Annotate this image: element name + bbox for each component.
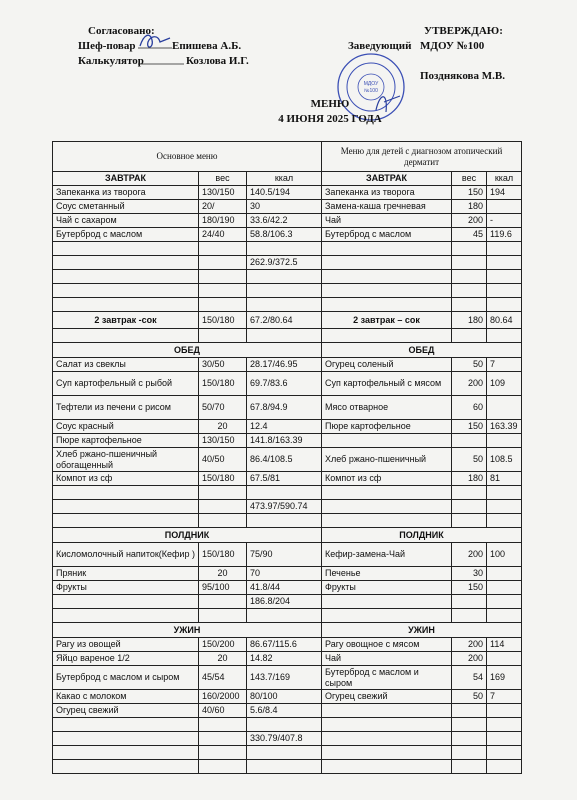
dish-kcal: 70 [247,567,322,581]
dish-name: Чай с сахаром [53,214,199,228]
dish-name: Фрукты [53,581,199,595]
dish-kcal [247,746,322,760]
dish-kcal [487,609,522,623]
dish-kcal [487,732,522,746]
dish-kcal [247,718,322,732]
table-row [53,270,522,284]
svg-text:№100: №100 [364,88,378,94]
dish-kcal: 330.79/407.8 [247,732,322,746]
dish-weight: 20 [199,420,247,434]
dish-name [53,298,199,312]
dish-weight [199,732,247,746]
dish-kcal: 194 [487,186,522,200]
dish-weight [199,486,247,500]
table-row [53,652,522,666]
table-row [53,718,522,732]
dish-weight [199,256,247,270]
dish-weight [452,434,487,448]
table-row [53,609,522,623]
dish-name [53,486,199,500]
dish-weight [452,270,487,284]
atopic-menu-title: Меню для детей с диагнозом атопический дерматит [322,142,522,172]
dish-weight [199,298,247,312]
dish-kcal: 30 [247,200,322,214]
table-row [53,595,522,609]
dish-weight: 40/60 [199,704,247,718]
dish-name [53,760,199,774]
table-row [53,472,522,486]
table-row [53,690,522,704]
dish-name [322,298,452,312]
dish-name: Фрукты [322,581,452,595]
dish-name: Огурец свежий [53,704,199,718]
dish-name [322,609,452,623]
section-heading: ОБЕД [53,343,322,358]
dish-weight [452,284,487,298]
dish-name: Огурец соленый [322,358,452,372]
calculator-signature [136,48,186,66]
dish-weight [452,704,487,718]
table-row [53,228,522,242]
dish-name [322,284,452,298]
dish-kcal: 140.5/194 [247,186,322,200]
calculator-name: Козлова И.Г. [186,55,249,67]
dish-kcal [487,270,522,284]
dish-name: Яйцо вареное 1/2 [53,652,199,666]
dish-name: Чай [322,652,452,666]
table-row [53,666,522,690]
dish-weight: 130/150 [199,186,247,200]
dish-weight: 200 [452,652,487,666]
table-row [53,448,522,472]
dish-kcal: 33.6/42.2 [247,214,322,228]
dish-kcal: 7 [487,358,522,372]
dish-name: Пюре картофельное [322,420,452,434]
dish-weight: 130/150 [199,434,247,448]
calculator-label: Калькулятор [78,55,144,67]
dish-weight [199,746,247,760]
dish-name [322,329,452,343]
dish-name: Пряник [53,567,199,581]
head-label: Заведующий [348,40,412,52]
dish-name: Какао с молоком [53,690,199,704]
table-title-row [53,142,522,172]
table-row [53,486,522,500]
dish-name: Бутерброд с маслом [53,228,199,242]
dish-kcal: ккал [247,172,322,186]
dish-kcal [247,284,322,298]
dish-name: Салат из свеклы [53,358,199,372]
dish-name: Суп картофельный с мясом [322,372,452,396]
agreed-label: Согласовано: [88,25,155,37]
dish-kcal: 86.67/115.6 [247,638,322,652]
dish-kcal: 262.9/372.5 [247,256,322,270]
dish-kcal [247,242,322,256]
dish-weight [199,242,247,256]
dish-name [53,732,199,746]
dish-weight: 200 [452,372,487,396]
dish-name [53,329,199,343]
chef-label: Шеф-повар [78,40,136,52]
dish-kcal: 28.17/46.95 [247,358,322,372]
dish-kcal [487,760,522,774]
dish-kcal: 86.4/108.5 [247,448,322,472]
table-row [53,284,522,298]
dish-name: Бутерброд с маслом и сыром [53,666,199,690]
dish-weight: 200 [452,543,487,567]
dish-weight [199,760,247,774]
chef-name: Епишева А.Б. [172,40,242,52]
dish-weight: 45/54 [199,666,247,690]
dish-kcal [487,486,522,500]
dish-weight: 180/190 [199,214,247,228]
dish-name [322,486,452,500]
head-name: Позднякова М.В. [420,70,505,82]
dish-name: Мясо отварное [322,396,452,420]
table-row [53,528,522,543]
table-row [53,500,522,514]
table-row [53,172,522,186]
dish-weight [199,609,247,623]
dish-weight [452,609,487,623]
dish-name [322,256,452,270]
dish-weight [199,329,247,343]
dish-name [53,595,199,609]
dish-name [322,595,452,609]
table-row [53,732,522,746]
dish-name [53,284,199,298]
dish-weight: 150/180 [199,543,247,567]
organization-name: МДОУ №100 [420,40,485,52]
dish-name [53,746,199,760]
dish-kcal: 7 [487,690,522,704]
dish-name: Хлеб ржано-пшеничный [322,448,452,472]
table-row [53,242,522,256]
dish-weight: 60 [452,396,487,420]
dish-weight: 95/100 [199,581,247,595]
dish-weight: 150/180 [199,312,247,329]
dish-weight: вес [452,172,487,186]
dish-name: Рагу из овощей [53,638,199,652]
dish-kcal: 41.8/44 [247,581,322,595]
dish-kcal: 80.64 [487,312,522,329]
dish-weight [452,595,487,609]
table-row [53,434,522,448]
dish-weight: 50 [452,690,487,704]
dish-kcal [487,298,522,312]
dish-kcal [247,270,322,284]
dish-name: Соус сметанный [53,200,199,214]
dish-weight: 150/180 [199,472,247,486]
dish-weight: 20 [199,567,247,581]
dish-name: Бутерброд с маслом [322,228,452,242]
dish-name: Соус красный [53,420,199,434]
dish-kcal: 69.7/83.6 [247,372,322,396]
dish-name [322,760,452,774]
dish-kcal [487,500,522,514]
dish-name: Кефир-замена-Чай [322,543,452,567]
table-row [53,704,522,718]
dish-kcal: - [487,214,522,228]
dish-weight [199,514,247,528]
section-heading: УЖИН [53,623,322,638]
dish-name [53,500,199,514]
dish-kcal [487,567,522,581]
dish-name [322,746,452,760]
dish-kcal: 14.82 [247,652,322,666]
dish-name [322,732,452,746]
dish-weight: 30 [452,567,487,581]
dish-kcal: 67.8/94.9 [247,396,322,420]
table-row [53,581,522,595]
table-row [53,298,522,312]
dish-weight: 150 [452,581,487,595]
dish-weight [452,500,487,514]
dish-name [322,514,452,528]
dish-kcal: 67.5/81 [247,472,322,486]
dish-kcal [247,514,322,528]
dish-name [53,242,199,256]
dish-kcal [487,514,522,528]
dish-kcal [487,718,522,732]
section-heading: ОБЕД [322,343,522,358]
dish-kcal [487,652,522,666]
dish-weight: 180 [452,472,487,486]
table-row [53,746,522,760]
dish-weight [452,514,487,528]
dish-weight: 200 [452,214,487,228]
dish-weight: 180 [452,312,487,329]
dish-name [322,242,452,256]
table-row [53,638,522,652]
dish-name [322,704,452,718]
dish-weight: 20/ [199,200,247,214]
dish-weight [199,718,247,732]
menu-title: МЕНЮ [310,98,350,110]
dish-weight [452,732,487,746]
dish-name [322,270,452,284]
svg-text:МДОУ: МДОУ [363,81,379,87]
table-row [53,343,522,358]
dish-weight: 50 [452,448,487,472]
dish-kcal [487,581,522,595]
menu-date: 4 ИЮНЯ 2025 ГОДА [278,113,382,125]
table-row [53,623,522,638]
dish-name [53,270,199,284]
table-row [53,214,522,228]
dish-kcal [487,329,522,343]
dish-kcal: 114 [487,638,522,652]
dish-kcal [487,242,522,256]
approve-label: УТВЕРЖДАЮ: [424,25,503,37]
dish-weight: 50/70 [199,396,247,420]
dish-weight: 160/2000 [199,690,247,704]
table-row [53,200,522,214]
dish-weight: 54 [452,666,487,690]
table-row [53,358,522,372]
dish-weight: 40/50 [199,448,247,472]
dish-name: Огурец свежий [322,690,452,704]
dish-name: Запеканка из творога [322,186,452,200]
dish-kcal [487,200,522,214]
dish-name: Кисломолочный напиток(Кефир ) [53,543,199,567]
section-heading: УЖИН [322,623,522,638]
table-row [53,567,522,581]
dish-name [322,500,452,514]
dish-name: Печенье [322,567,452,581]
dish-name: 2 завтрак – сок [322,312,452,329]
dish-name: 2 завтрак -сок [53,312,199,329]
dish-kcal: 169 [487,666,522,690]
dish-weight: 50 [452,358,487,372]
dish-name: ЗАВТРАК [322,172,452,186]
dish-weight: 150/200 [199,638,247,652]
dish-weight: 180 [452,200,487,214]
dish-weight [452,486,487,500]
table-row [53,514,522,528]
dish-kcal: 108.5 [487,448,522,472]
table-row [53,312,522,329]
menu-table [52,141,522,774]
table-row [53,543,522,567]
dish-kcal [487,704,522,718]
dish-kcal: 5.6/8.4 [247,704,322,718]
dish-weight: 150/180 [199,372,247,396]
dish-weight [452,256,487,270]
dish-name: Хлеб ржано-пшеничный обогащенный [53,448,199,472]
dish-weight: 150 [452,420,487,434]
dish-name [53,718,199,732]
dish-weight [452,242,487,256]
table-row [53,256,522,270]
dish-name [53,514,199,528]
dish-weight [199,595,247,609]
dish-weight [199,270,247,284]
table-row [53,329,522,343]
dish-kcal [247,760,322,774]
dish-name [322,718,452,732]
dish-kcal [487,595,522,609]
dish-name: Замена-каша гречневая [322,200,452,214]
dish-weight: 45 [452,228,487,242]
dish-kcal [247,486,322,500]
dish-kcal [487,256,522,270]
dish-weight: вес [199,172,247,186]
table-row [53,420,522,434]
dish-weight [452,760,487,774]
dish-kcal [247,298,322,312]
dish-weight [452,298,487,312]
dish-name [322,434,452,448]
dish-name [53,256,199,270]
dish-kcal: 163.39 [487,420,522,434]
dish-kcal: 119.6 [487,228,522,242]
dish-weight [199,500,247,514]
dish-kcal: 12.4 [247,420,322,434]
section-heading: ПОЛДНИК [322,528,522,543]
dish-name: ЗАВТРАК [53,172,199,186]
dish-weight: 30/50 [199,358,247,372]
dish-kcal: 67.2/80.64 [247,312,322,329]
dish-name: Запеканка из творога [53,186,199,200]
dish-kcal [247,609,322,623]
table-row [53,760,522,774]
dish-weight [452,718,487,732]
dish-kcal [487,396,522,420]
dish-weight [452,329,487,343]
dish-kcal: 141.8/163.39 [247,434,322,448]
table-row [53,372,522,396]
dish-name [53,609,199,623]
dish-kcal: 58.8/106.3 [247,228,322,242]
dish-kcal: 100 [487,543,522,567]
dish-name: Пюре картофельное [53,434,199,448]
dish-kcal [487,284,522,298]
dish-kcal: 75/90 [247,543,322,567]
dish-kcal [247,329,322,343]
dish-kcal: 143.7/169 [247,666,322,690]
dish-name: Компот из сф [322,472,452,486]
dish-weight: 24/40 [199,228,247,242]
dish-kcal: 81 [487,472,522,486]
dish-name: Чай [322,214,452,228]
dish-weight: 20 [199,652,247,666]
dish-kcal [487,434,522,448]
table-row [53,186,522,200]
dish-kcal: 186.8/204 [247,595,322,609]
dish-weight [199,284,247,298]
dish-name: Рагу овощное с мясом [322,638,452,652]
dish-name: Бутерброд с маслом и сыром [322,666,452,690]
dish-weight [452,746,487,760]
dish-name: Суп картофельный с рыбой [53,372,199,396]
dish-kcal: 473.97/590.74 [247,500,322,514]
dish-name: Тефтели из печени с рисом [53,396,199,420]
dish-name: Компот из сф [53,472,199,486]
main-menu-title: Основное меню [53,142,322,172]
dish-weight: 200 [452,638,487,652]
dish-weight: 150 [452,186,487,200]
official-stamp [336,52,406,122]
dish-kcal: ккал [487,172,522,186]
dish-kcal [487,746,522,760]
dish-kcal: 109 [487,372,522,396]
dish-kcal: 80/100 [247,690,322,704]
table-row [53,396,522,420]
section-heading: ПОЛДНИК [53,528,322,543]
